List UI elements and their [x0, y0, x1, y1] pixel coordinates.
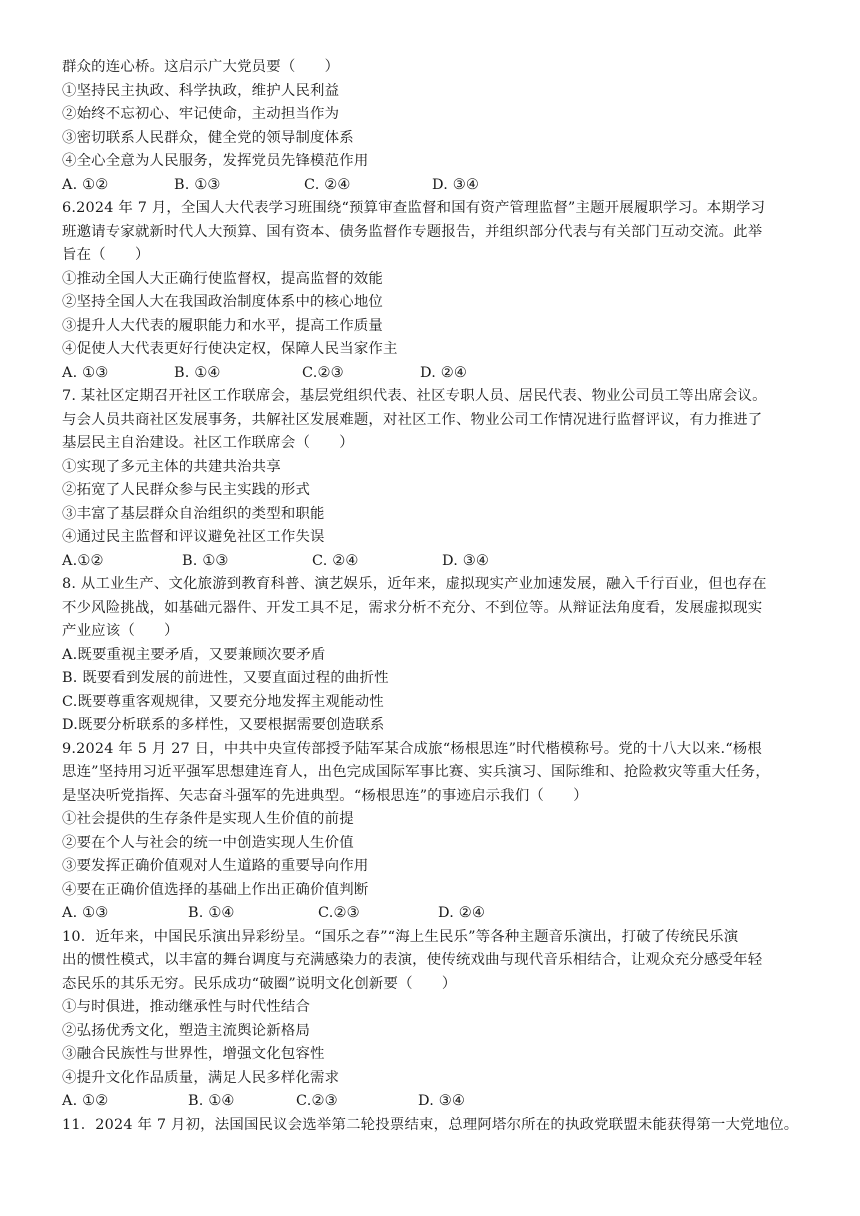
q10-stem: 态民乐的其乐无穷。民乐成功“破圈”说明文化创新要（ ） [62, 975, 457, 992]
q5-stem: 群众的连心桥。这启示广大党员要（ ） [62, 59, 340, 75]
q6-stem: 6.2024 年 7 月，全国人大代表学习班围绕“预算审查监督和国有资产管理监督”主题开展履职学习。本期学习 [62, 200, 766, 216]
q9-option-a: A. ①③ [62, 905, 109, 921]
q8-choice-b: B. 既要看到发展的前进性，又要直面过程的曲折性 [62, 670, 389, 686]
exam-page [62, 56, 802, 1137]
q8-choice-d: D.既要分析联系的多样性，又要根据需要创造联系 [62, 717, 385, 733]
q10-stem: 出的惯性模式，以丰富的舞台调度与充满感染力的表演，使传统戏曲与现代音乐相结合，让观众充分感受年轻 [62, 952, 763, 968]
q7-item: ②拓宽了人民群众参与民主实践的形式 [62, 482, 311, 498]
q9-item: ④要在正确价值选择的基础上作出正确价值判断 [62, 881, 369, 898]
q5-item: ③密切联系人民群众，健全党的领导制度体系 [62, 129, 354, 146]
q7-option-a: A.①② [62, 552, 104, 569]
q10-option-b: B. ①④ [188, 1093, 235, 1109]
q9-option-d: D. ②④ [438, 905, 485, 921]
q6-item: ①推动全国人大正确行使监督权，提高监督的效能 [62, 270, 383, 287]
q9-option-c: C.②③ [318, 905, 360, 921]
q7-stem: 基层民主自治建设。社区工作联席会（ ） [62, 435, 354, 451]
q6-stem: 班邀请专家就新时代人大预算、国有资本、债务监督作专题报告，并组织部分代表与有关部门互动交流。此举 [62, 223, 763, 240]
q8-choice-a: A.既要重视主要矛盾，又要兼顾次要矛盾 [62, 646, 326, 663]
q10-option-d: D. ③④ [418, 1093, 465, 1109]
q9-item: ②要在个人与社会的统一中创造实现人生价值 [62, 834, 354, 851]
q5-option-d: D. ③④ [432, 176, 479, 193]
q6-option-a: A. ①③ [62, 364, 109, 381]
q5-item: ④全心全意为人民服务，发挥党员先锋模范作用 [62, 153, 369, 169]
q10-item: ④提升文化作品质量，满足人民多样化需求 [62, 1069, 340, 1086]
q6-item: ②坚持全国人大在我国政治制度体系中的核心地位 [62, 294, 383, 310]
q5-option-c: C. ②④ [304, 176, 351, 193]
q7-stem: 与会人员共商社区发展事务，共解社区发展难题，对社区工作、物业公司工作情况进行监督评议，有力推进了 [62, 411, 763, 428]
q7-item: ③丰富了基层群众自治组织的类型和职能 [62, 505, 325, 522]
q9-options [62, 902, 802, 926]
q7-stem: 7. 某社区定期召开社区工作联席会，基层党组织代表、社区专职人员、居民代表、物业公司员工等出席会议。 [62, 388, 767, 404]
q9-stem: 是坚决听党指挥、矢志奋斗强军的先进典型。“杨根思连”的事迹启示我们（ ） [62, 787, 588, 804]
q9-option-b: B. ①④ [188, 905, 235, 921]
q5-option-a: A. ①② [62, 176, 109, 193]
q7-option-c: C. ②④ [312, 552, 359, 569]
q5-option-b: B. ①③ [174, 176, 221, 193]
q6-option-b: B. ①④ [174, 364, 221, 381]
q9-item: ①社会提供的生存条件是实现人生价值的前提 [62, 811, 354, 827]
q10-option-c: C.②③ [296, 1093, 338, 1109]
q10-options [62, 1090, 802, 1114]
q5-item: ②始终不忘初心、牢记使命，主动担当作为 [62, 106, 340, 122]
q8-choice-c: C.既要尊重客观规律，又要充分地发挥主观能动性 [62, 693, 384, 710]
q6-option-c: C.②③ [302, 364, 344, 381]
q7-options [62, 550, 802, 574]
q10-item: ②弘扬优秀文化，塑造主流舆论新格局 [62, 1022, 311, 1039]
q9-stem: 思连”坚持用习近平强军思想建连育人，出色完成国际军事比赛、实兵演习、国际维和、抢险救灾等重大任务， [62, 764, 770, 780]
q7-item: ④通过民主监督和评议避免社区工作失误 [62, 529, 325, 545]
q7-option-b: B. ①③ [182, 552, 229, 569]
q8-stem: 不少风险挑战，如基础元器件、开发工具不足，需求分析不充分、不到位等。从辩证法角度看，发展虚拟现实 [62, 599, 763, 616]
q10-item: ①与时俱进，推动继承性与时代性结合 [62, 999, 311, 1015]
q6-item: ③提升人大代表的履职能力和水平，提高工作质量 [62, 317, 383, 334]
q7-item: ①实现了多元主体的共建共治共享 [62, 458, 281, 475]
q6-options [62, 362, 802, 386]
q6-option-d: D. ②④ [420, 364, 467, 381]
q6-item: ④促使人大代表更好行使决定权，保障人民当家作主 [62, 341, 398, 357]
q6-stem: 旨在（ ） [62, 247, 150, 263]
q5-item: ①坚持民主执政、科学执政，维护人民利益 [62, 82, 340, 99]
q8-stem: 产业应该（ ） [62, 623, 179, 639]
q11-stem: 11．2024 年 7 月初，法国国民议会选举第二轮投票结束，总理阿塔尔所在的执政党联盟未能获得第一大党地位。 [62, 1116, 799, 1133]
q9-item: ③要发挥正确价值观对人生道路的重要导向作用 [62, 858, 369, 874]
q5-options [62, 174, 802, 198]
q7-option-d: D. ③④ [442, 552, 489, 569]
q8-stem: 8. 从工业生产、文化旅游到教育科普、演艺娱乐，近年来，虚拟现实产业加速发展，融入千行百业，但也存在 [62, 576, 767, 592]
q9-stem: 9.2024 年 5 月 27 日，中共中央宣传部授予陆军某合成旅“杨根思连”时代楷模称号。党的十八大以来.“杨根 [62, 740, 762, 757]
q10-item: ③融合民族性与世界性，增强文化包容性 [62, 1046, 325, 1062]
q10-option-a: A. ①② [62, 1093, 109, 1109]
q10-stem: 10．近年来，中国民乐演出异彩纷呈。“国乐之春”“海上生民乐”等各种主题音乐演出，打破了传统民乐演 [62, 928, 739, 945]
